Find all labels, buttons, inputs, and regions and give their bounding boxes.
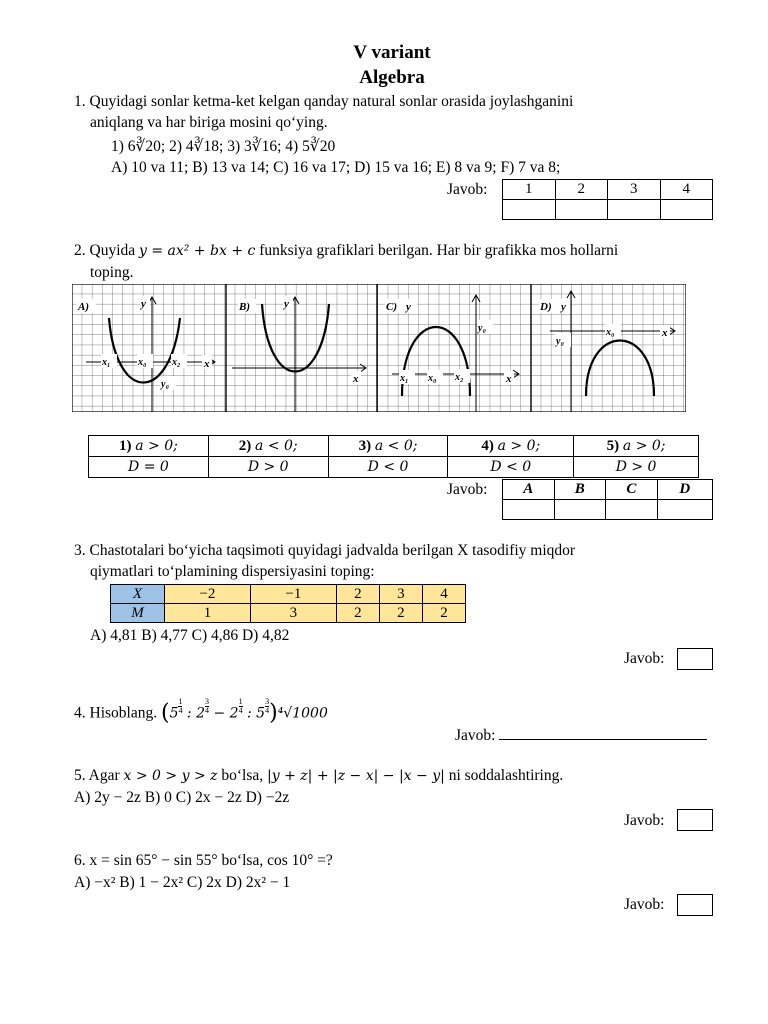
q5-text-line1 [74,767,563,785]
graph-d-label: D) [540,301,552,313]
graph-c-label: C) [386,301,397,313]
case-num: 5) [606,437,620,454]
q3-cell: 1 [165,604,251,623]
graph-a-y: y [141,298,146,310]
q3-text-line2: qiymatlari to‘plamining dispersiyasini toping: [90,563,375,580]
q2-graphs-figure [72,284,686,412]
graph-c-x1: x₁ [400,373,409,384]
graph-a-x0: x₀ [138,357,147,368]
q3-cell: X [111,585,165,604]
q4-base: − 2 [209,705,239,722]
q3-options: A) 4,81 B) 4,77 C) 4,86 D) 4,82 [90,627,290,644]
case-a: a > 0; [135,437,178,454]
q4-base: : 5 [242,705,266,722]
q4-exp-num: 3 [265,697,270,706]
q5-options: A) 2y − 2z B) 0 C) 2x − 2z D) −2z [74,789,290,806]
q2-answer-table [502,479,713,520]
case-num: 3) [358,437,372,454]
q2-answer-col: D [657,480,712,500]
q6-expression: 6. x = sin 65° − sin 55° [74,852,218,869]
case-a: a > 0; [497,437,541,454]
graph-a-x2: x₂ [172,357,181,368]
q4-base: : 2 [182,705,206,722]
q5-answer-box[interactable] [677,809,713,831]
q2-text-post: funksiya grafiklari berilgan. Har bir grafikka mos hollarni [255,242,619,259]
q2-text-line1 [74,242,618,260]
subject-title: Algebra [359,67,425,88]
q1-answer-col: 3 [608,180,661,200]
q2-formula: y = ax² + bx + c [139,243,256,259]
q3-cell: 2 [336,585,379,604]
q4-exp-den: 4 [265,706,270,715]
graph-d-x: x [662,327,668,339]
q5-text-mid: bo‘lsa, [217,767,268,784]
q2-answer-col: A [503,480,555,500]
q3-distribution-table [110,584,466,623]
graph-c-y: y [406,301,411,313]
case-a: a < 0; [374,437,418,454]
graph-d-y0: y₀ [556,336,564,347]
q5-text-post: ni soddalashtiring. [444,767,564,784]
case-d: D < 0 [367,458,409,475]
q1-answer-cell[interactable] [555,200,608,220]
q5-answer-label: Javob: [624,812,665,829]
q4-exp-den: 4 [178,706,183,715]
q3-answer-box[interactable] [677,648,713,670]
q4-exp-num: 3 [205,697,210,706]
q2-answer-col: B [554,480,606,500]
q1-answer-cell[interactable] [608,200,661,220]
q2-answer-cell[interactable] [554,500,606,520]
q4-exp-den: 4 [238,706,243,715]
graph-d-y: y [561,301,566,313]
q1-text-line1: 1. Quyidagi sonlar ketma-ket kelgan qanday natural sonlar orasida joylashganini [74,93,574,110]
graph-b-label: B) [239,301,250,313]
q2-answer-col: C [606,480,658,500]
case-d: D = 0 [128,458,169,475]
q1-answer-label: Javob: [447,181,488,198]
graph-c-x0: x₀ [428,373,437,384]
q4-root: ⁴√1000 [277,705,328,722]
graph-c-x2: x₂ [455,372,464,383]
q3-cell: 4 [422,585,465,604]
graph-c-x: x [506,373,512,385]
q4-answer-line[interactable] [499,725,707,740]
graph-a-x: x [204,358,210,370]
q5-expression: |y + z| + |z − x| − |x − y| [267,768,445,784]
case-a: a > 0; [622,437,666,454]
variant-title: V variant [353,42,431,63]
q3-cell: 3 [379,585,422,604]
q4-exp-num: 1 [178,697,183,706]
q1-answer-table [502,179,713,220]
q4-text: 4. Hisoblang. (5 $\frac{1}{4}$ : 2 $\frac{3}{4}$ − 2 $\frac{1}{4}$ : 5 $\frac{3}{4}$ )⁴√1000 [74,697,328,726]
case-num: 1) [118,437,132,454]
q6-text-line1 [74,852,333,870]
graph-c-y0: y₀ [478,323,486,334]
graph-b-y: y [284,298,289,310]
q3-cell: 2 [379,604,422,623]
q1-text-line2: aniqlang va har biriga mosini qo‘ying. [90,114,328,131]
q3-cell: 3 [250,604,336,623]
q2-answer-cell[interactable] [503,500,555,520]
q2-text-pre: 2. Quyida [74,242,140,259]
q2-cases-table [88,435,699,478]
q1-answer-col: 4 [660,180,713,200]
case-num: 4) [481,437,494,454]
q1-answer-cell[interactable] [660,200,713,220]
q3-cell: M [111,604,165,623]
q2-text-line2: toping. [90,264,134,281]
q6-answer-label: Javob: [624,896,665,913]
q4-exp-den: 4 [205,706,210,715]
q2-answer-cell[interactable] [606,500,658,520]
graph-a-x1: x₁ [102,357,111,368]
q4-exp-num: 1 [238,697,243,706]
q1-answer-col: 1 [503,180,556,200]
q3-text-line1: 3. Chastotalari bo‘yicha taqsimoti quyidagi jadvalda berilgan X tasodifiy miqdor [74,542,576,559]
case-a: a < 0; [255,437,298,454]
q2-answer-cell[interactable] [657,500,712,520]
q1-answer-cell[interactable] [503,200,556,220]
grid-background [72,284,686,412]
q6-options: A) −x² B) 1 − 2x² C) 2x D) 2x² − 1 [74,874,291,891]
q6-answer-box[interactable] [677,894,713,916]
case-d: D > 0 [247,458,289,475]
q4-base: 5 [169,705,179,722]
q4-answer-label: Javob: [455,727,496,744]
q6-text-post: bo‘lsa, cos 10° =? [217,852,333,869]
graph-d-x0: x₀ [606,327,615,338]
q1-items: 1) 6∛20; 2) 4∛18; 3) 3∛16; 4) 5∛20 [111,138,336,155]
case-num: 2) [238,437,252,454]
q5-condition: x > 0 > y > z [123,768,218,784]
case-d: D > 0 [615,458,657,475]
graph-a-y0: y₀ [161,379,169,390]
q3-answer-label: Javob: [624,650,665,667]
q4-answer [455,725,707,745]
q1-answer-col: 2 [555,180,608,200]
q1-options: A) 10 va 11; B) 13 va 14; C) 16 va 17; D) 15 va 16; E) 8 va 9; F) 7 va 8; [111,159,561,176]
q5-text-pre: 5. Agar [74,767,124,784]
q3-cell: 2 [422,604,465,623]
graph-b-x: x [353,373,359,385]
q4-label: 4. Hisoblang. [74,704,158,722]
graph-a-label: A) [78,301,89,313]
q3-cell: −1 [250,585,336,604]
q3-cell: −2 [165,585,251,604]
case-d: D < 0 [490,458,532,475]
q2-answer-label: Javob: [447,481,488,498]
q3-cell: 2 [336,604,379,623]
